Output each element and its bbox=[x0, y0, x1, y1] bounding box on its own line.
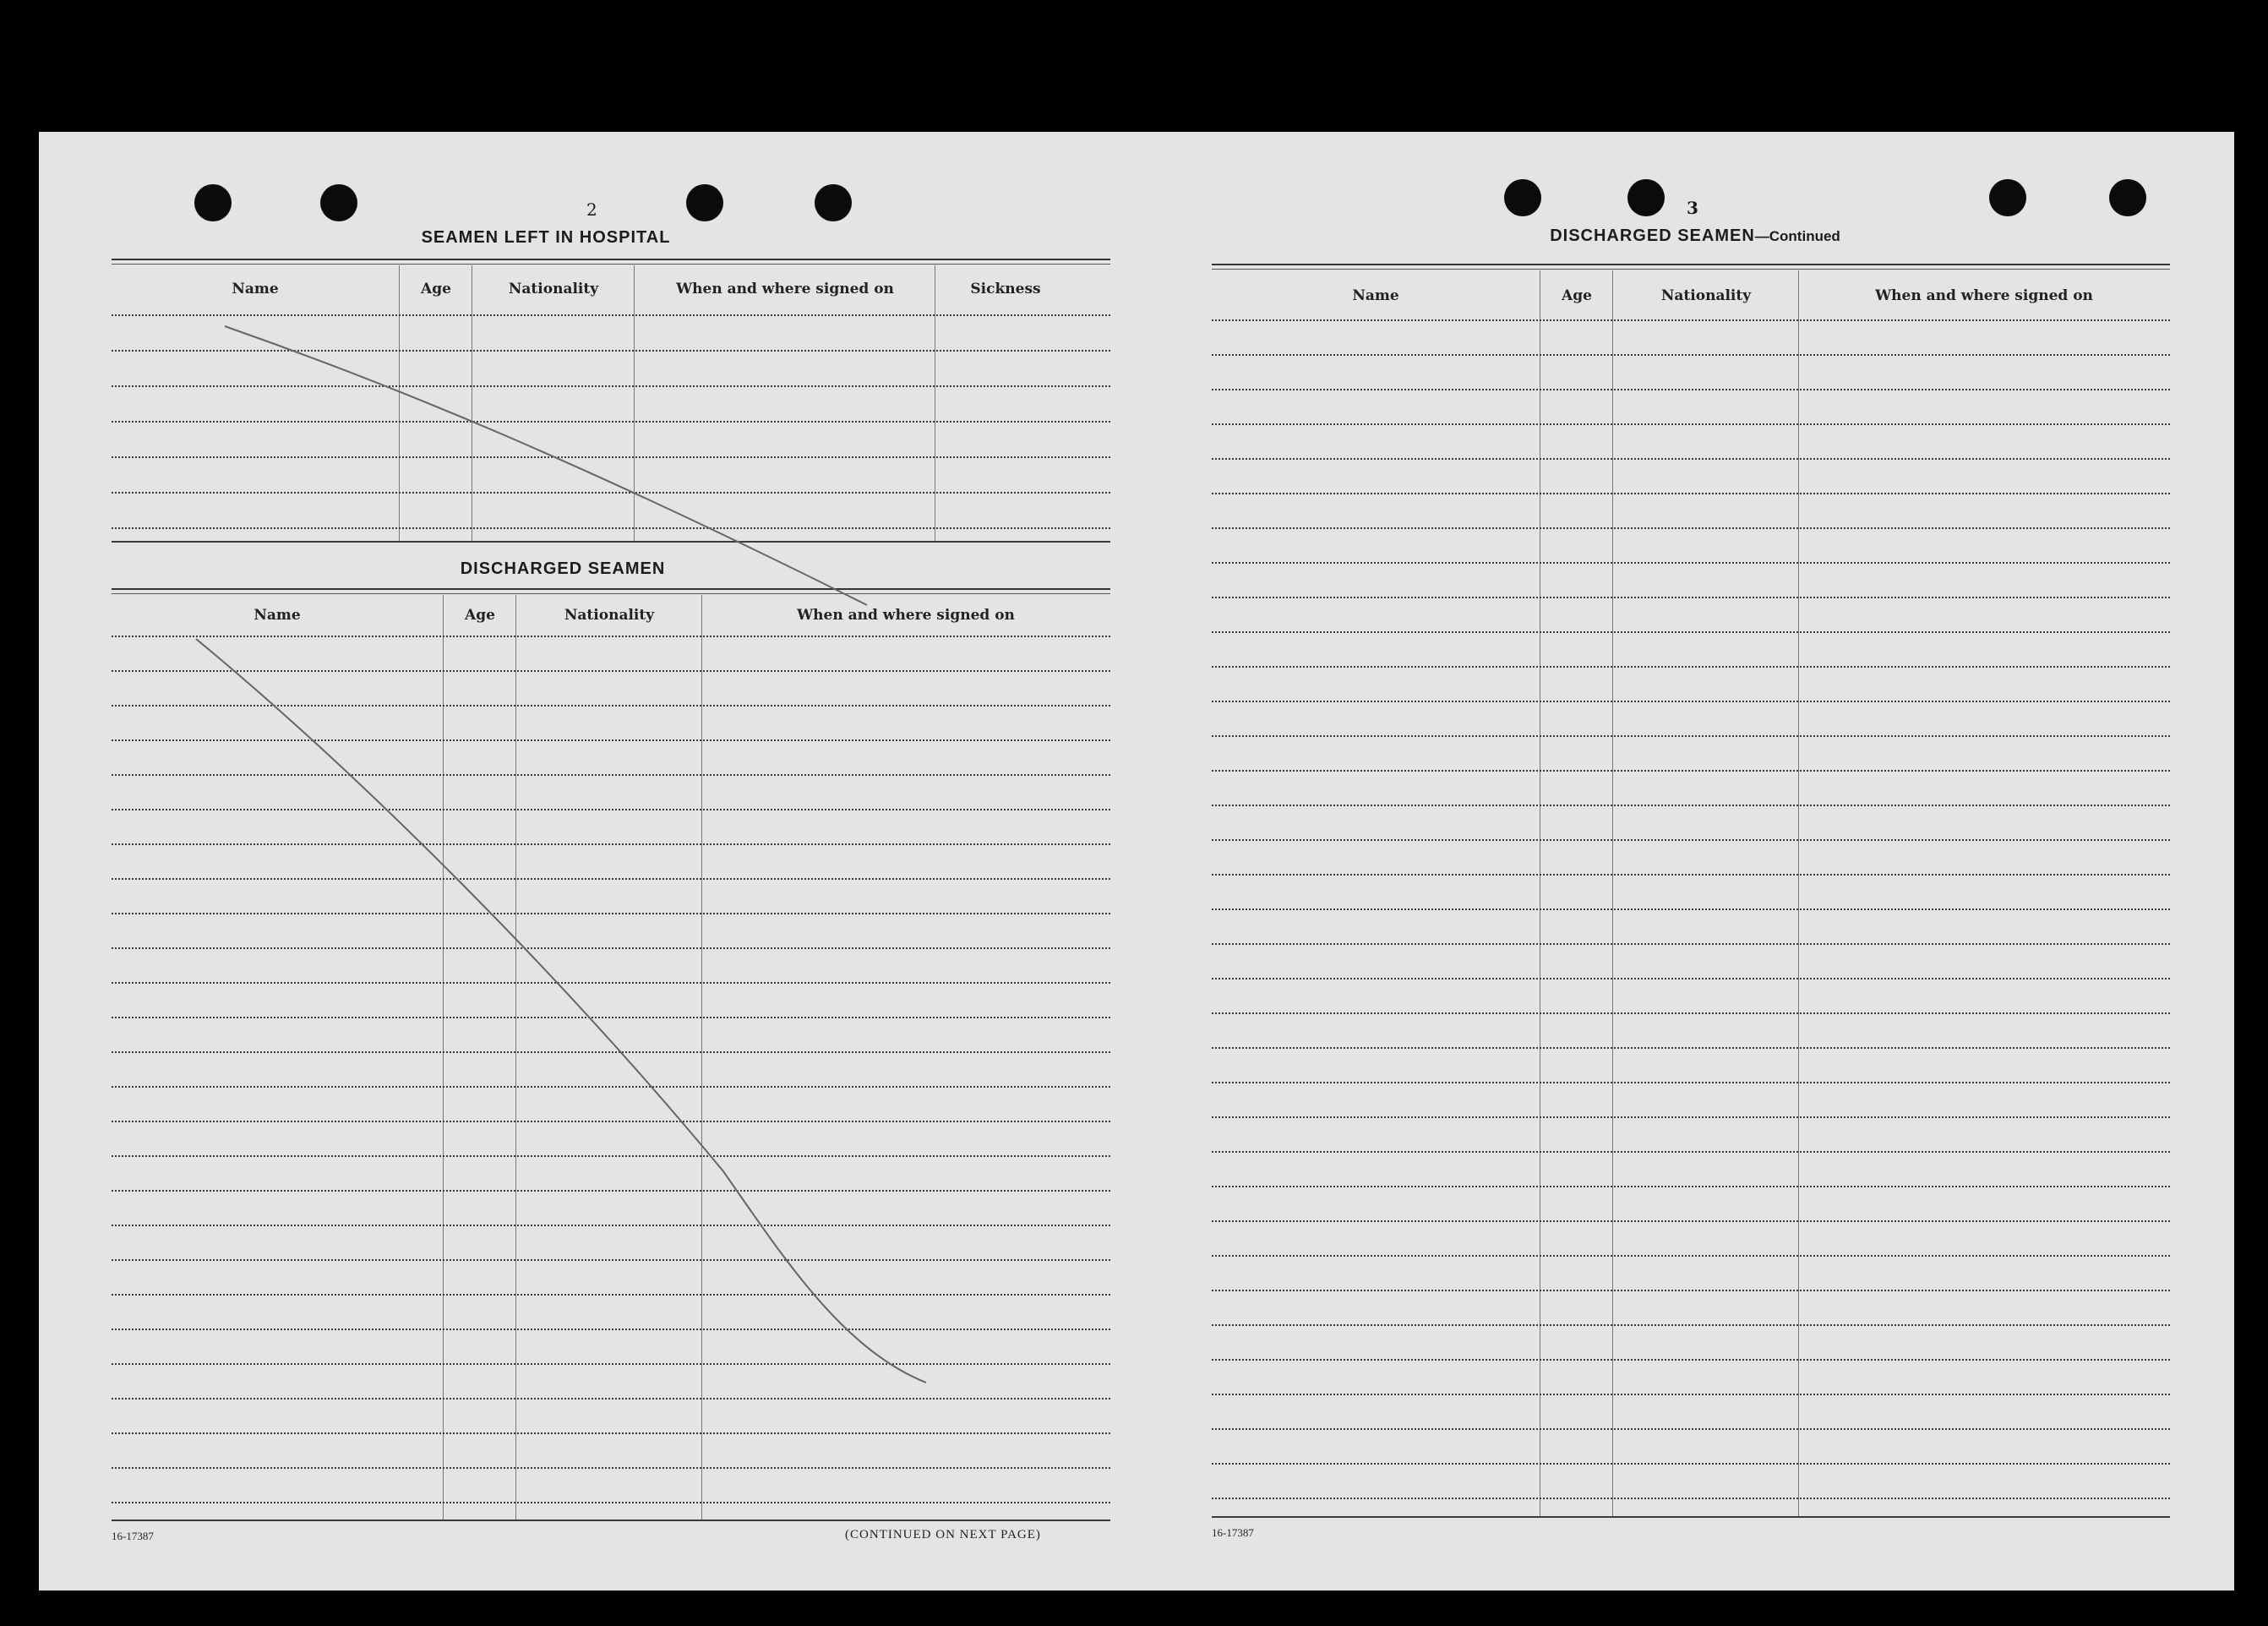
discharged-table bbox=[112, 588, 1110, 1523]
col-header-age: Age bbox=[465, 607, 495, 624]
document-sheet bbox=[39, 132, 2234, 1591]
table-row-line bbox=[112, 913, 1110, 914]
continued-note: (CONTINUED ON NEXT PAGE) bbox=[845, 1528, 1041, 1541]
table-row-line bbox=[112, 670, 1110, 672]
table-row-line bbox=[112, 1155, 1110, 1157]
col-header-name: Name bbox=[1352, 287, 1399, 304]
table-row-line bbox=[112, 1225, 1110, 1226]
page-number: 2 bbox=[586, 199, 597, 220]
col-header-age: Age bbox=[421, 281, 451, 297]
table-row-line bbox=[112, 1294, 1110, 1296]
table-row-line bbox=[1212, 1324, 2170, 1326]
table-row-line bbox=[112, 636, 1110, 637]
col-header-signed-on: When and where signed on bbox=[676, 281, 894, 297]
table-row-line bbox=[1212, 701, 2170, 702]
discharged-continued-table bbox=[1212, 264, 2170, 1518]
table-row-line bbox=[1212, 423, 2170, 425]
punch-hole bbox=[1504, 179, 1541, 216]
table-row-line bbox=[1212, 874, 2170, 876]
table-row-line bbox=[112, 1502, 1110, 1503]
table-row-line bbox=[112, 1467, 1110, 1469]
col-header-nationality: Nationality bbox=[508, 281, 599, 297]
table-row-line bbox=[1212, 1082, 2170, 1083]
table-row-line bbox=[1212, 666, 2170, 668]
table-row-line bbox=[112, 1432, 1110, 1434]
punch-hole bbox=[686, 184, 723, 221]
table-row-line bbox=[112, 1017, 1110, 1018]
table-row-line bbox=[112, 1121, 1110, 1122]
table-row-line bbox=[112, 878, 1110, 880]
discharged-continued-title bbox=[1526, 226, 1864, 246]
table-row-line bbox=[1212, 770, 2170, 772]
table-row-line bbox=[1212, 1463, 2170, 1465]
table-row-line bbox=[1212, 839, 2170, 841]
punch-hole bbox=[194, 184, 232, 221]
table-row-line bbox=[1212, 1151, 2170, 1153]
table-row-line bbox=[1212, 389, 2170, 390]
form-number: 16-17387 bbox=[112, 1530, 154, 1542]
col-header-nationality: Nationality bbox=[564, 607, 655, 624]
hospital-section-title: SEAMEN LEFT IN HOSPITAL bbox=[421, 228, 671, 247]
table-row-line bbox=[1212, 1498, 2170, 1499]
table-row-line bbox=[1212, 597, 2170, 598]
table-row-line bbox=[112, 1329, 1110, 1330]
table-row-line bbox=[1212, 1220, 2170, 1222]
col-header-name: Name bbox=[254, 607, 301, 624]
table-row-line bbox=[1212, 1116, 2170, 1118]
table-row-line bbox=[112, 1398, 1110, 1400]
table-row-line bbox=[1212, 631, 2170, 633]
table-row-line bbox=[1212, 1290, 2170, 1291]
table-row-line bbox=[112, 947, 1110, 949]
table-row-line bbox=[112, 774, 1110, 776]
punch-hole bbox=[1627, 179, 1665, 216]
table-row-line bbox=[1212, 1186, 2170, 1187]
table-row-line bbox=[1212, 1359, 2170, 1361]
col-header-age: Age bbox=[1562, 287, 1592, 304]
table-row-line bbox=[1212, 908, 2170, 910]
table-row-line bbox=[1212, 319, 2170, 321]
table-row-line bbox=[1212, 735, 2170, 737]
table-row-line bbox=[1212, 493, 2170, 494]
table-row-line bbox=[112, 982, 1110, 984]
table-row-line bbox=[1212, 1047, 2170, 1049]
table-row-line bbox=[112, 1190, 1110, 1192]
punch-hole bbox=[815, 184, 852, 221]
table-row-line bbox=[1212, 562, 2170, 564]
table-row-line bbox=[1212, 1255, 2170, 1257]
col-header-nationality: Nationality bbox=[1660, 287, 1752, 304]
table-row-line bbox=[112, 739, 1110, 741]
table-row-line bbox=[1212, 1428, 2170, 1430]
table-row-line bbox=[112, 705, 1110, 707]
left-page bbox=[39, 132, 1137, 1591]
table-row-line bbox=[1212, 1012, 2170, 1014]
table-row-line bbox=[1212, 354, 2170, 356]
table-row-line bbox=[1212, 1394, 2170, 1395]
table-row-line bbox=[112, 1086, 1110, 1088]
page-number: 3 bbox=[1687, 198, 1698, 218]
col-header-signed-on: When and where signed on bbox=[797, 607, 1015, 624]
table-row-line bbox=[112, 809, 1110, 810]
section-title-text: DISCHARGED SEAMEN bbox=[1550, 226, 1755, 245]
table-row-line bbox=[1212, 527, 2170, 529]
col-header-sickness: Sickness bbox=[970, 281, 1041, 297]
col-header-signed-on: When and where signed on bbox=[1875, 287, 2093, 304]
table-row-line bbox=[112, 1259, 1110, 1261]
continued-suffix: —Continued bbox=[1754, 228, 1840, 244]
table-row-line bbox=[1212, 458, 2170, 460]
punch-hole bbox=[320, 184, 357, 221]
hospital-table bbox=[112, 259, 1110, 544]
table-row-line bbox=[112, 1363, 1110, 1365]
punch-hole bbox=[2109, 179, 2146, 216]
form-number: 16-17387 bbox=[1212, 1526, 1254, 1539]
table-row-line bbox=[1212, 805, 2170, 806]
col-header-name: Name bbox=[232, 281, 279, 297]
right-page bbox=[1137, 132, 2234, 1591]
discharged-section-title: DISCHARGED SEAMEN bbox=[460, 559, 666, 578]
table-row-line bbox=[112, 1051, 1110, 1053]
table-row-line bbox=[112, 843, 1110, 845]
table-row-line bbox=[1212, 978, 2170, 979]
punch-hole bbox=[1989, 179, 2026, 216]
table-row-line bbox=[1212, 943, 2170, 945]
